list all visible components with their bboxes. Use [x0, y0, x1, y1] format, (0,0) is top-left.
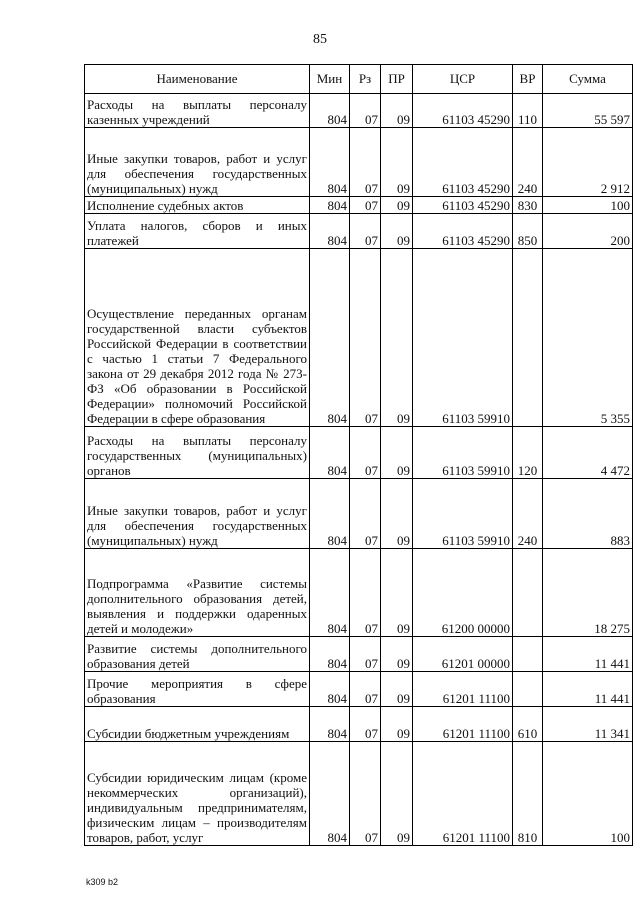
rz-cell: 07	[350, 742, 381, 846]
pr-cell: 09	[381, 427, 413, 479]
header-pr: ПР	[381, 65, 413, 94]
vr-cell: 120	[513, 427, 543, 479]
vr-cell: 830	[513, 197, 543, 214]
rz-cell: 07	[350, 549, 381, 637]
rz-cell: 07	[350, 249, 381, 427]
pr-cell: 09	[381, 549, 413, 637]
vr-cell	[513, 637, 543, 672]
min-cell: 804	[310, 197, 350, 214]
rz-cell: 07	[350, 637, 381, 672]
csr-cell: 61103 45290	[413, 214, 513, 249]
table-row	[85, 672, 633, 707]
vr-cell: 610	[513, 707, 543, 742]
row-name-cell: Уплата налогов, сборов и иных платежей	[85, 214, 310, 249]
vr-cell	[513, 672, 543, 707]
table-row	[85, 549, 633, 637]
csr-cell: 61201 11100	[413, 742, 513, 846]
vr-cell: 850	[513, 214, 543, 249]
row-name-cell: Иные закупки товаров, работ и услуг для обеспечения государственных (муниципальных) нужд	[85, 128, 310, 197]
sum-cell: 11 441	[543, 672, 633, 707]
vr-cell: 110	[513, 94, 543, 128]
sum-cell: 4 472	[543, 427, 633, 479]
footer-mark: k309 b2	[86, 877, 119, 887]
sum-cell: 5 355	[543, 249, 633, 427]
pr-cell: 09	[381, 214, 413, 249]
header-csr: ЦСР	[413, 65, 513, 94]
row-name-cell: Подпрограмма «Развитие системы дополнительного образования детей, выявления и поддержки одаренных детей и молодежи»	[85, 549, 310, 637]
min-cell: 804	[310, 214, 350, 249]
table-row	[85, 249, 633, 427]
table-row	[85, 742, 633, 846]
min-cell: 804	[310, 637, 350, 672]
min-cell: 804	[310, 128, 350, 197]
sum-cell: 2 912	[543, 128, 633, 197]
rz-cell: 07	[350, 214, 381, 249]
rz-cell: 07	[350, 479, 381, 549]
vr-cell: 810	[513, 742, 543, 846]
vr-cell: 240	[513, 479, 543, 549]
page-number: 85	[313, 32, 327, 47]
row-name-cell: Развитие системы дополнительного образования детей	[85, 637, 310, 672]
min-cell: 804	[310, 707, 350, 742]
rz-cell: 07	[350, 94, 381, 128]
csr-cell: 61200 00000	[413, 549, 513, 637]
min-cell: 804	[310, 549, 350, 637]
header-sum: Сумма	[543, 65, 633, 94]
pr-cell: 09	[381, 637, 413, 672]
vr-cell	[513, 549, 543, 637]
table-row	[85, 479, 633, 549]
header-rz: Рз	[350, 65, 381, 94]
header-min: Мин	[310, 65, 350, 94]
table-row	[85, 637, 633, 672]
csr-cell: 61201 00000	[413, 637, 513, 672]
row-name-cell: Исполнение судебных актов	[85, 197, 310, 214]
sum-cell: 11 441	[543, 637, 633, 672]
min-cell: 804	[310, 672, 350, 707]
row-name-cell: Расходы на выплаты персоналу государственных (муниципальных) органов	[85, 427, 310, 479]
header-vr: ВР	[513, 65, 543, 94]
rz-cell: 07	[350, 427, 381, 479]
pr-cell: 09	[381, 707, 413, 742]
table-row	[85, 427, 633, 479]
min-cell: 804	[310, 427, 350, 479]
sum-cell: 100	[543, 197, 633, 214]
pr-cell: 09	[381, 128, 413, 197]
pr-cell: 09	[381, 672, 413, 707]
table-row	[85, 214, 633, 249]
sum-cell: 200	[543, 214, 633, 249]
vr-cell	[513, 249, 543, 427]
table-row	[85, 707, 633, 742]
table-row	[85, 94, 633, 128]
row-name-cell: Субсидии юридическим лицам (кроме некоммерческих организаций), индивидуальным предпринимателям, физическим лицам – производителям товаров, работ, услуг	[85, 742, 310, 846]
sum-cell: 11 341	[543, 707, 633, 742]
csr-cell: 61103 45290	[413, 128, 513, 197]
csr-cell: 61103 45290	[413, 94, 513, 128]
min-cell: 804	[310, 479, 350, 549]
vr-cell: 240	[513, 128, 543, 197]
pr-cell: 09	[381, 742, 413, 846]
table-header-row	[85, 65, 633, 94]
csr-cell: 61201 11100	[413, 707, 513, 742]
min-cell: 804	[310, 249, 350, 427]
csr-cell: 61201 11100	[413, 672, 513, 707]
csr-cell: 61103 59910	[413, 479, 513, 549]
pr-cell: 09	[381, 479, 413, 549]
sum-cell: 100	[543, 742, 633, 846]
row-name-cell: Осуществление переданных органам государственной власти субъектов Российской Федерации в соответствии с частью 1 статьи 7 Федерального закона от 29 декабря 2012 года № 273-ФЗ «Об образовании в Российской Федерации» полномочий Российской Федерации в сфере образования	[85, 249, 310, 427]
min-cell: 804	[310, 742, 350, 846]
budget-table	[84, 64, 633, 846]
header-name: Наименование	[85, 65, 310, 94]
sum-cell: 55 597	[543, 94, 633, 128]
table-row	[85, 197, 633, 214]
sum-cell: 883	[543, 479, 633, 549]
sum-cell: 18 275	[543, 549, 633, 637]
csr-cell: 61103 59910	[413, 249, 513, 427]
row-name-cell: Субсидии бюджетным учреждениям	[85, 707, 310, 742]
csr-cell: 61103 45290	[413, 197, 513, 214]
rz-cell: 07	[350, 707, 381, 742]
pr-cell: 09	[381, 94, 413, 128]
row-name-cell: Расходы на выплаты персоналу казенных учреждений	[85, 94, 310, 128]
pr-cell: 09	[381, 249, 413, 427]
pr-cell: 09	[381, 197, 413, 214]
min-cell: 804	[310, 94, 350, 128]
rz-cell: 07	[350, 672, 381, 707]
rz-cell: 07	[350, 197, 381, 214]
row-name-cell: Иные закупки товаров, работ и услуг для обеспечения государственных (муниципальных) нужд	[85, 479, 310, 549]
table-row	[85, 128, 633, 197]
rz-cell: 07	[350, 128, 381, 197]
csr-cell: 61103 59910	[413, 427, 513, 479]
row-name-cell: Прочие мероприятия в сфере образования	[85, 672, 310, 707]
